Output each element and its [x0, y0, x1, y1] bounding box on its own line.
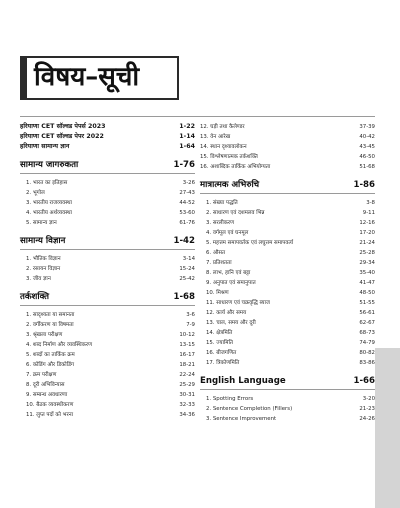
toc-item[interactable] — [200, 298, 375, 308]
toc-item-label: 2. रसायन विज्ञान — [26, 266, 61, 272]
toc-item-pages: 21-23 — [359, 406, 375, 412]
toc-item-pages: 56-61 — [359, 310, 375, 316]
section-heading-general-science[interactable] — [20, 234, 195, 250]
toc-item[interactable] — [200, 348, 375, 358]
toc-entry[interactable] — [20, 142, 195, 152]
toc-item-pages: 24-26 — [359, 416, 375, 422]
toc-item-pages: 68-73 — [359, 330, 375, 336]
toc-item-pages: 40-42 — [359, 134, 375, 140]
toc-item-pages: 21-24 — [359, 240, 375, 246]
toc-item[interactable] — [20, 254, 195, 264]
toc-item-label: 5. सामान्य ज्ञान — [26, 220, 57, 226]
toc-item[interactable] — [200, 308, 375, 318]
toc-entry-label: हरियाणा CET सॉल्वड पेपर 2022 — [20, 133, 104, 140]
toc-item-pages: 46-50 — [359, 154, 375, 160]
toc-entry-pages: 1-14 — [179, 133, 195, 140]
toc-item-pages: 80-82 — [359, 350, 375, 356]
toc-item[interactable] — [200, 328, 375, 338]
toc-item-label: 8. दूरी अभिविन्यास — [26, 382, 65, 388]
toc-item-pages: 32-33 — [179, 402, 195, 408]
toc-item-label: 5. शब्दों का तार्किक क्रम — [26, 352, 75, 358]
toc-item-label: 1. सादृश्यता या समानता — [26, 312, 75, 318]
toc-item-pages: 27-43 — [179, 190, 195, 196]
toc-item-label: 1. भौतिक विज्ञान — [26, 256, 61, 262]
toc-item[interactable] — [200, 278, 375, 288]
toc-item[interactable] — [20, 390, 195, 400]
toc-entry-pages: 1-22 — [179, 123, 195, 130]
toc-item-label: 7. क्रम परीक्षण — [26, 372, 57, 378]
toc-item-label: 17. त्रिकोणमिति — [206, 360, 240, 366]
toc-item-label: 2. साधारण एवं दशमलव भिन्न — [206, 210, 265, 216]
section-heading-quantitative-aptitude[interactable] — [200, 178, 375, 194]
toc-item[interactable] — [20, 198, 195, 208]
toc-item-pages: 25-28 — [359, 250, 375, 256]
toc-item[interactable] — [20, 330, 195, 340]
toc-entry[interactable] — [20, 132, 195, 142]
toc-item[interactable] — [200, 228, 375, 238]
toc-item-label: 16. अशाब्दिक तार्किक अभियोग्यता — [200, 164, 271, 170]
toc-item-label: 12. घड़ी तथा कैलेण्डर — [200, 124, 245, 130]
toc-item-label: 15. ज्यामिति — [206, 340, 233, 346]
toc-item-label: 4. वर्गमूल एवं घनमूल — [206, 230, 249, 236]
toc-item[interactable] — [200, 238, 375, 248]
toc-item-label: 3. जीव ज्ञान — [26, 276, 51, 282]
toc-item[interactable] — [200, 258, 375, 268]
toc-item[interactable] — [20, 340, 195, 350]
toc-left-column — [20, 122, 195, 420]
toc-item-pages: 16-17 — [179, 352, 195, 358]
toc-item-label: 3. श्रृंखला परीक्षण — [26, 332, 63, 338]
toc-item[interactable] — [20, 410, 195, 420]
toc-item[interactable] — [200, 268, 375, 278]
toc-item[interactable] — [200, 208, 375, 218]
toc-item[interactable] — [20, 350, 195, 360]
toc-item-pages: 44-52 — [179, 200, 195, 206]
toc-item[interactable] — [200, 358, 375, 368]
toc-item[interactable] — [200, 162, 375, 172]
section-pages: 1-68 — [173, 292, 195, 302]
toc-item[interactable] — [20, 188, 195, 198]
toc-item-pages: 37-39 — [359, 124, 375, 130]
toc-item-label: 1. संख्या पद्धति — [206, 200, 238, 206]
toc-item-label: 11. लुप्त पदों को भरना — [26, 412, 74, 418]
toc-item-pages: 34-36 — [179, 412, 195, 418]
toc-item-label: 10. मिश्रण — [206, 290, 229, 296]
toc-item-pages: 3-8 — [366, 200, 375, 206]
toc-item[interactable] — [200, 414, 375, 424]
toc-item-pages: 22-24 — [179, 372, 195, 378]
toc-item-label: 6. कोडिंग और डिकोडिंग — [26, 362, 74, 368]
toc-item-label: 9. सम्बन्ध अवधारणा — [26, 392, 68, 398]
toc-item-pages: 13-15 — [179, 342, 195, 348]
toc-item-label: 1. Spotting Errors — [206, 396, 254, 402]
section-heading-general-awareness[interactable] — [20, 158, 195, 174]
toc-item-label: 13. चाल, समय और दूरी — [206, 320, 256, 326]
toc-item-pages: 41-47 — [359, 280, 375, 286]
toc-item-pages: 25-42 — [179, 276, 195, 282]
toc-item-pages: 10-12 — [179, 332, 195, 338]
toc-item-label: 14. स्थान दृश्यावलोकन — [200, 144, 247, 150]
toc-entry-label: हरियाणा सामान्य ज्ञान — [20, 143, 70, 150]
toc-item-label: 5. महत्तम समापवर्तक एवं लघुत्तम समापवर्त्य — [206, 240, 294, 246]
toc-item[interactable] — [20, 360, 195, 370]
toc-entry-label: हरियाणा CET सॉल्वड पेपर्स 2023 — [20, 123, 106, 130]
toc-item[interactable] — [200, 318, 375, 328]
toc-item[interactable] — [20, 208, 195, 218]
toc-item-pages: 3-14 — [182, 256, 195, 262]
toc-item-label: 2. वर्गीकरण या विषमता — [26, 322, 74, 328]
toc-item[interactable] — [200, 404, 375, 414]
toc-item-label: 2. Sentence Completion (Fillers) — [206, 406, 293, 412]
toc-item[interactable] — [200, 122, 375, 132]
toc-item-label: 8. लाभ, हानि एवं बट्टा — [206, 270, 251, 276]
section-pages: 1-86 — [353, 180, 375, 190]
toc-item-label: 6. औसत — [206, 250, 226, 256]
toc-item-pages: 83-86 — [359, 360, 375, 366]
toc-item-label: 4. भारतीय अर्थव्यवस्था — [26, 210, 72, 216]
toc-item-label: 15. विश्लेषणात्मक तर्कशक्ति — [200, 154, 258, 160]
toc-item-pages: 9-11 — [362, 210, 375, 216]
section-heading-reasoning[interactable] — [20, 290, 195, 306]
page-edge-tab — [375, 348, 400, 508]
toc-item-pages: 35-40 — [359, 270, 375, 276]
toc-item-label: 10. बैठक व्यवस्थीकरण — [26, 402, 74, 408]
toc-item[interactable] — [200, 218, 375, 228]
section-title: तर्कशक्ति — [20, 292, 50, 302]
page-title: विषय–सूची — [34, 62, 140, 92]
toc-item-label: 7. प्रतिशतता — [206, 260, 232, 266]
title-divider — [20, 116, 375, 117]
toc-item[interactable] — [200, 248, 375, 258]
toc-item-pages: 18-21 — [179, 362, 195, 368]
toc-item[interactable] — [20, 264, 195, 274]
toc-right-column — [200, 122, 375, 424]
toc-item-label: 12. कार्य और समय — [206, 310, 247, 316]
toc-item-pages: 7-9 — [186, 322, 195, 328]
toc-item[interactable] — [20, 218, 195, 228]
toc-item-label: 3. सरलीकरण — [206, 220, 234, 226]
toc-item[interactable] — [20, 400, 195, 410]
toc-item[interactable] — [200, 338, 375, 348]
toc-item[interactable] — [200, 132, 375, 142]
toc-item[interactable] — [20, 178, 195, 188]
section-pages: 1-42 — [173, 236, 195, 246]
toc-item-pages: 48-50 — [359, 290, 375, 296]
toc-item[interactable] — [200, 198, 375, 208]
toc-item-pages: 30-31 — [179, 392, 195, 398]
section-title: English Language — [200, 376, 286, 386]
toc-item[interactable] — [20, 380, 195, 390]
toc-entry-pages: 1-64 — [179, 143, 195, 150]
toc-item-label: 13. वेन आरेख — [200, 134, 231, 140]
toc-item-pages: 3-20 — [362, 396, 375, 402]
toc-item-pages: 53-60 — [179, 210, 195, 216]
toc-item-pages: 51-55 — [359, 300, 375, 306]
toc-item-pages: 62-67 — [359, 320, 375, 326]
toc-item-pages: 3-26 — [182, 180, 195, 186]
section-title: मात्रात्मक अभिरुचि — [200, 180, 260, 190]
toc-item-label: 2. भूगोल — [26, 190, 45, 196]
section-heading-english-language[interactable] — [200, 374, 375, 390]
toc-item-label: 3. Sentence Improvement — [206, 416, 277, 422]
toc-item[interactable] — [200, 394, 375, 404]
toc-item[interactable] — [200, 152, 375, 162]
toc-item[interactable] — [20, 370, 195, 380]
toc-item-pages: 61-76 — [179, 220, 195, 226]
toc-item[interactable] — [200, 288, 375, 298]
toc-item-label: 16. बीजगणित — [206, 350, 237, 356]
toc-item[interactable] — [20, 320, 195, 330]
toc-item[interactable] — [20, 274, 195, 284]
toc-item-pages: 17-20 — [359, 230, 375, 236]
section-title: सामान्य विज्ञान — [20, 236, 66, 246]
toc-item-pages: 15-24 — [179, 266, 195, 272]
toc-entry[interactable] — [20, 122, 195, 132]
toc-item-pages: 51-68 — [359, 164, 375, 170]
toc-item-label: 3. भारतीय राजव्यवस्था — [26, 200, 72, 206]
toc-item-pages: 29-34 — [359, 260, 375, 266]
section-title: सामान्य जागरुकता — [20, 160, 79, 170]
section-pages: 1-66 — [353, 376, 375, 386]
toc-item-label: 9. अनुपात एवं समानुपात — [206, 280, 256, 286]
toc-item-pages: 12-16 — [359, 220, 375, 226]
toc-item-label: 14. क्षेत्रमिति — [206, 330, 233, 336]
toc-item-label: 11. साधारण एवं चक्रवृद्धि ब्याज — [206, 300, 270, 306]
toc-item-label: 1. भारत का इतिहास — [26, 180, 68, 186]
toc-item-pages: 25-29 — [179, 382, 195, 388]
toc-item[interactable] — [20, 310, 195, 320]
toc-item-label: 4. शब्द निर्माण और व्यवस्थिकरण — [26, 342, 92, 348]
toc-item-pages: 74-79 — [359, 340, 375, 346]
toc-item-pages: 3-6 — [186, 312, 195, 318]
section-pages: 1-76 — [173, 160, 195, 170]
toc-item[interactable] — [200, 142, 375, 152]
toc-item-pages: 43-45 — [359, 144, 375, 150]
